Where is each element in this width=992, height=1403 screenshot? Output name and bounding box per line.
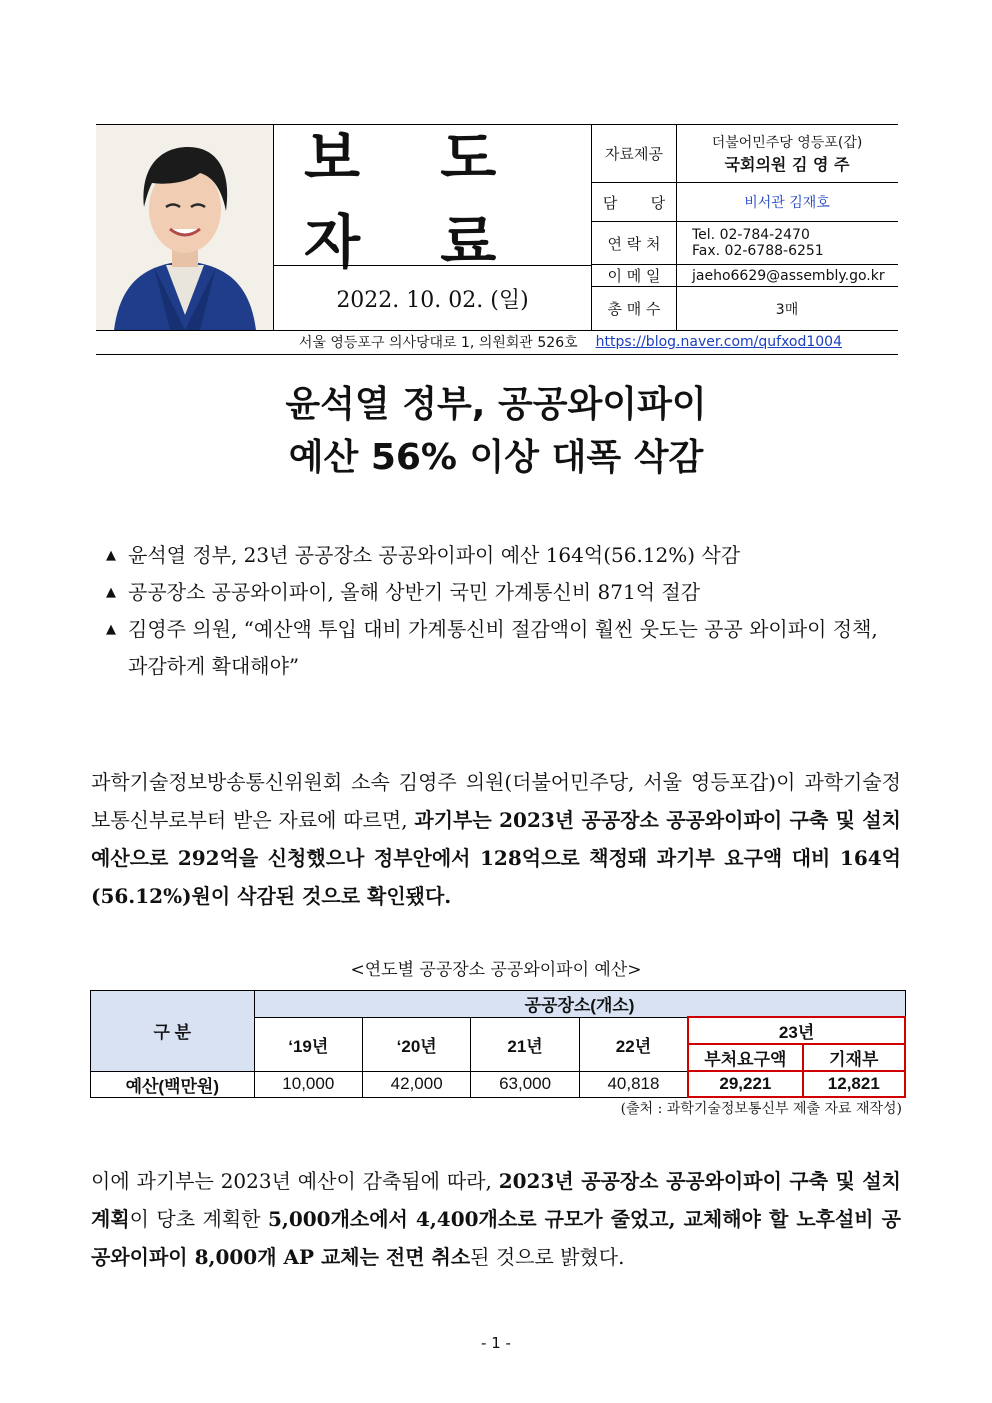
para2-normal: 된 것으로 밝혔다. xyxy=(470,1245,625,1269)
provider-party: 더불어민주당 영등포(갑) xyxy=(711,135,863,151)
table-cell-finance: 12,821 xyxy=(803,1071,905,1097)
row-label: 예산(백만원) xyxy=(91,1071,255,1097)
para1-bold: 과기부는 2023년 공공장소 공공와이파이 구축 및 설치 예산으로 292억을 신청했으나 정부안에서 128억으로 책정돼 과기부 요구액 대비 164억(56.12%)원이 삭감된 것으로 확인됐다. xyxy=(91,808,902,908)
provider-lawmaker: 국회의원 김 영 주 xyxy=(724,155,850,174)
lawmaker-photo xyxy=(96,125,274,330)
para2-bold: 2023년 공공장소 공공와이파이 구축 및 설치계획 xyxy=(91,1169,901,1231)
bullet-item: ▲ 공공장소 공공와이파이, 올해 상반기 국민 가계통신비 871억 절감 xyxy=(106,574,898,611)
year-header: ‘19년 xyxy=(254,1017,362,1071)
body-paragraph-2 xyxy=(91,1162,901,1276)
info-row-pages xyxy=(592,287,898,330)
table-cell-ministry: 29,221 xyxy=(688,1071,802,1097)
contact-info-table xyxy=(592,125,898,330)
para2-normal: 이에 과기부는 2023년 예산이 감축됨에 따라, xyxy=(91,1169,499,1193)
staff-name: 비서관 김재호 xyxy=(744,195,830,211)
table-cell: 42,000 xyxy=(362,1071,470,1097)
headline xyxy=(0,378,992,484)
year-header: 21년 xyxy=(471,1017,579,1071)
group-header: 공공장소(개소) xyxy=(254,991,905,1018)
para2-normal: 이 당초 계획한 xyxy=(129,1207,268,1231)
release-date: 2022. 10. 02. (일) xyxy=(274,265,592,330)
press-header xyxy=(96,124,898,331)
bullet-item: ▲ 윤석열 정부, 23년 공공장소 공공와이파이 예산 164억(56.12%) 삭감 xyxy=(106,537,898,574)
year-header: ‘20년 xyxy=(362,1017,470,1071)
page-number: - 1 - xyxy=(481,1334,511,1352)
para1-normal: 과학기술정보방송통신위원회 소속 김영주 의원(더불어민주당, 서울 영등포갑)이 과학기술정보통신부로부터 받은 자료에 따르면, xyxy=(91,770,901,832)
phone: Tel. 02-784-2470 xyxy=(692,227,810,243)
headline-line-1: 윤석열 정부, 공공와이파이 xyxy=(285,384,707,425)
press-release-title: 보 도 자 료 xyxy=(304,124,527,276)
press-release-title-cell xyxy=(274,124,592,276)
table-source: (출처 : 과학기술정보통신부 제출 자료 재작성) xyxy=(620,1101,902,1117)
para2-bold: 5,000개소에서 4,400개소로 규모가 줄었고, 교체해야 할 노후설비 공공와이파이 8,000개 AP 교체는 전면 취소 xyxy=(91,1207,901,1269)
info-row-contact xyxy=(592,222,898,265)
info-label: 연 락 처 xyxy=(592,222,677,264)
summary-bullets xyxy=(106,537,898,685)
year-header-23: 23년 xyxy=(688,1017,905,1044)
table-cell: 63,000 xyxy=(471,1071,579,1097)
table-cell: 40,818 xyxy=(579,1071,688,1097)
bullet-item: ▲ 김영주 의원, “예산액 투입 대비 가계통신비 절감액이 훨씬 웃도는 공공 와이파이 정책, 과감하게 확대해야” xyxy=(106,611,898,685)
info-label: 자료제공 xyxy=(592,125,677,182)
page-count: 3매 xyxy=(775,301,799,318)
row-header: 구 분 xyxy=(91,991,255,1072)
headline-line-2: 예산 56% 이상 대폭 삭감 xyxy=(288,437,704,478)
address-line xyxy=(96,330,898,355)
info-label: 이 메 일 xyxy=(592,265,677,286)
year-header: 22년 xyxy=(579,1017,688,1071)
fax: Fax. 02-6788-6251 xyxy=(692,243,824,259)
body-paragraph-1 xyxy=(91,763,901,915)
info-row-provider xyxy=(592,125,898,183)
blog-link[interactable]: https://blog.naver.com/qufxod1004 xyxy=(595,334,842,350)
table-cell: 10,000 xyxy=(254,1071,362,1097)
email: jaeho6629@assembly.go.kr xyxy=(692,267,885,284)
budget-table xyxy=(90,990,906,1098)
info-row-email xyxy=(592,265,898,287)
sub-header-ministry: 부처요구액 xyxy=(688,1044,802,1071)
table-caption: <연도별 공공장소 공공와이파이 예산> xyxy=(350,960,642,980)
info-row-staff xyxy=(592,183,898,222)
sub-header-finance: 기재부 xyxy=(803,1044,905,1071)
info-label: 담 당 xyxy=(592,183,677,221)
info-label: 총 매 수 xyxy=(592,287,677,330)
office-address: 서울 영등포구 의사당대로 1, 의원회관 526호 xyxy=(298,335,578,351)
